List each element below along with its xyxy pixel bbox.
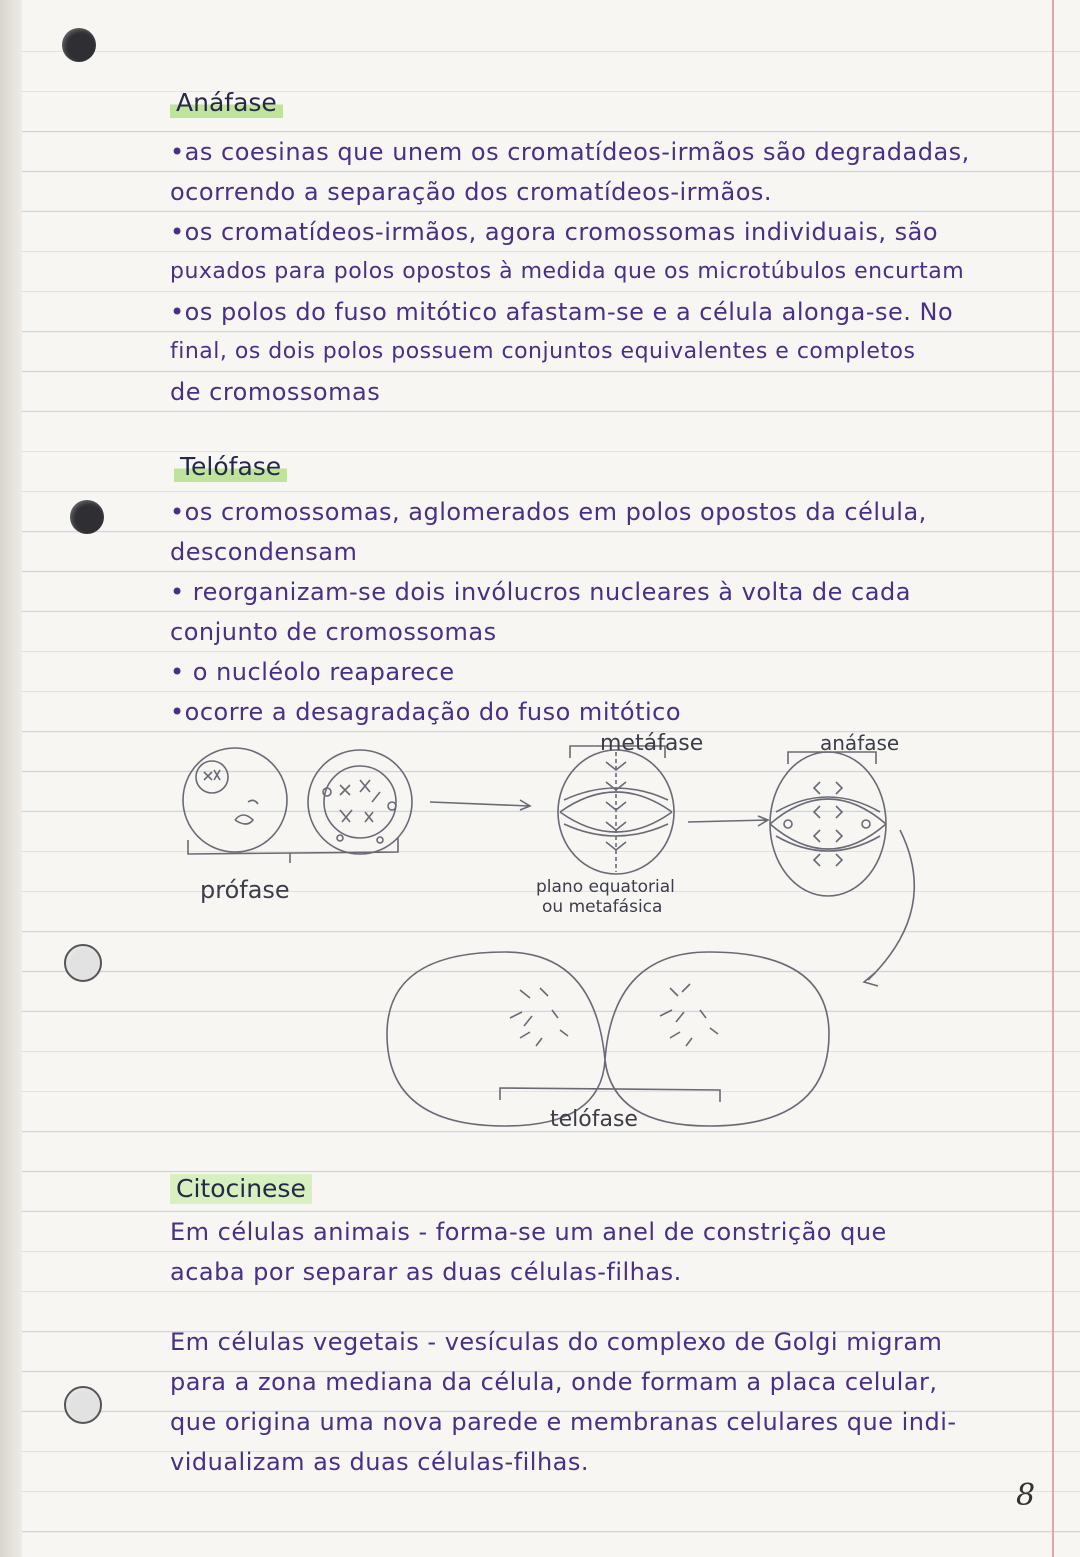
text-line: Em células vegetais - vesículas do complexo de Golgi migram [170, 1328, 943, 1356]
text-line: final, os dois polos possuem conjuntos equivalentes e completos [170, 339, 916, 364]
text-line: • reorganizam-se dois invólucros nucleares à volta de cada [170, 578, 911, 606]
label-metafase: metáfase [600, 731, 704, 756]
anafase-text [170, 132, 1040, 412]
label-anafase: anáfase [820, 731, 900, 755]
citocinese-para-1 [170, 1212, 1040, 1292]
binder-hole-3 [64, 944, 102, 982]
text-line: vidualizam as duas células-filhas. [170, 1448, 590, 1476]
binder-hole-2 [70, 500, 104, 534]
margin-line [1052, 0, 1054, 1557]
section-title-citocinese: Citocinese [170, 1174, 312, 1204]
anaphase-cell [770, 752, 886, 896]
text-line: • o nucléolo reaparece [170, 658, 455, 686]
text-line: para a zona mediana da célula, onde formam a placa celular, [170, 1368, 938, 1396]
prophase-cell-2 [308, 750, 412, 854]
label-profase: prófase [200, 876, 290, 904]
page-edge [0, 0, 22, 1557]
section-title-telofase: Telófase [174, 452, 287, 482]
text-line: puxados para polos opostos à medida que os microtúbulos encurtam [170, 259, 965, 284]
text-line: de cromossomas [170, 378, 381, 406]
text-line: ocorrendo a separação dos cromatídeos-irmãos. [170, 178, 773, 206]
telofase-text [170, 492, 1040, 732]
section-title-anafase: Anáfase [170, 88, 283, 118]
label-metafasica: ou metafásica [542, 897, 663, 917]
text-line: •os polos do fuso mitótico afastam-se e a célula alonga-se. No [170, 298, 954, 326]
text-line: acaba por separar as duas células-filhas. [170, 1258, 682, 1286]
text-line: •as coesinas que unem os cromatídeos-irmãos são degradadas, [170, 138, 970, 166]
binder-hole-4 [64, 1386, 102, 1424]
text-line: •os cromossomas, aglomerados em polos opostos da célula, [170, 498, 927, 526]
text-line: Em células animais - forma-se um anel de constrição que [170, 1218, 887, 1246]
text-line: descondensam [170, 538, 358, 566]
metaphase-cell [558, 750, 674, 874]
citocinese-para-2 [170, 1322, 1040, 1482]
text-line: •ocorre a desagradação do fuso mitótico [170, 698, 682, 726]
label-plano-equatorial: plano equatorial [536, 877, 675, 897]
page-number: 8 [1016, 1478, 1036, 1513]
binder-hole-1 [62, 28, 96, 62]
text-line: •os cromatídeos-irmãos, agora cromossomas individuais, são [170, 218, 938, 246]
prophase-cell-1 [183, 748, 287, 852]
text-line: que origina uma nova parede e membranas celulares que indi- [170, 1408, 957, 1436]
label-telofase: telófase [550, 1107, 638, 1132]
telophase-cells [387, 952, 829, 1126]
text-line: conjunto de cromossomas [170, 618, 497, 646]
mitosis-diagram [180, 720, 940, 1140]
